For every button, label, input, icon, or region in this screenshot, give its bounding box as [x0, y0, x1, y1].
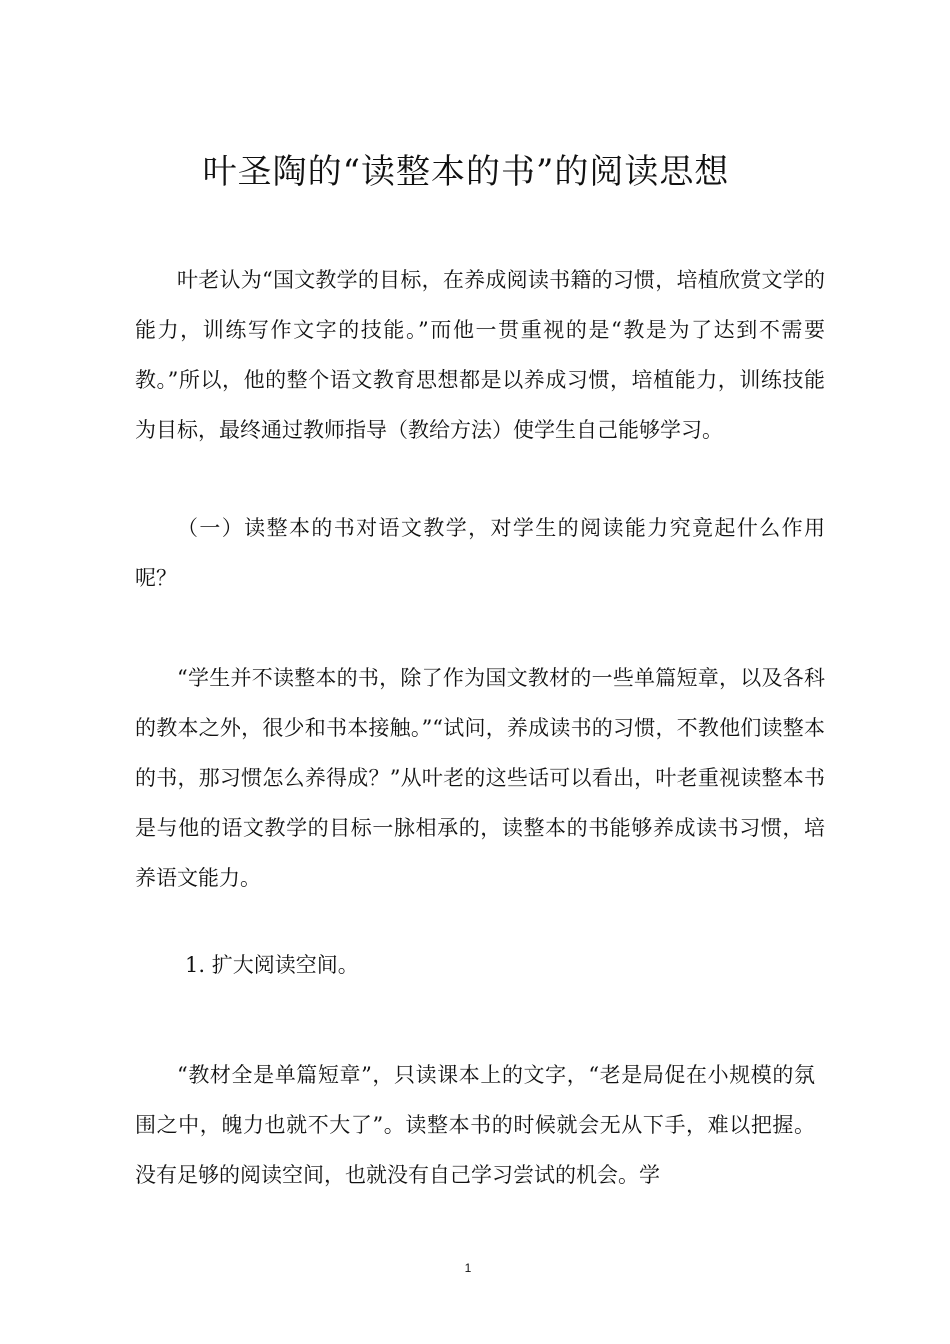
paragraph-section-heading: （一）读整本的书对语文教学，对学生的阅读能力究竟起什么作用呢？	[135, 516, 825, 590]
paragraph-intro: 叶老认为“国文教学的目标，在养成阅读书籍的习惯，培植欣赏文学的能力，训练写作文字的技能。”而他一贯重视的是“教是为了达到不需要教。”所以，他的整个语文教育思想都是以养成习惯，培植能力，训练技能为目标，最终通过教师指导（教给方法）使学生自己能够学习。	[135, 268, 825, 442]
page-number: 1	[464, 1261, 472, 1275]
paragraph-quote: “学生并不读整本的书，除了作为国文教材的一些单篇短章，以及各科的教本之外，很少和书本接触。”“试问，养成读书的习惯，不教他们读整本的书，那习惯怎么养得成？”从叶老的这些话可以看出，叶老重视读整本书是与他的语文教学的目标一脉相承的，读整本的书能够养成读书习惯，培养语文能力。	[135, 666, 825, 890]
paragraph-reading-space: “教材全是单篇短章”，只读课本上的文字，“老是局促在小规模的氛围之中，魄力也就不大了”。读整本书的时候就会无从下手，难以把握。没有足够的阅读空间，也就没有自己学习尝试的机会。学	[135, 1063, 815, 1187]
numbered-heading-1: 1. 扩大阅读空间。	[185, 953, 359, 977]
document-title: 叶圣陶的“读整本的书”的阅读思想	[202, 152, 730, 192]
